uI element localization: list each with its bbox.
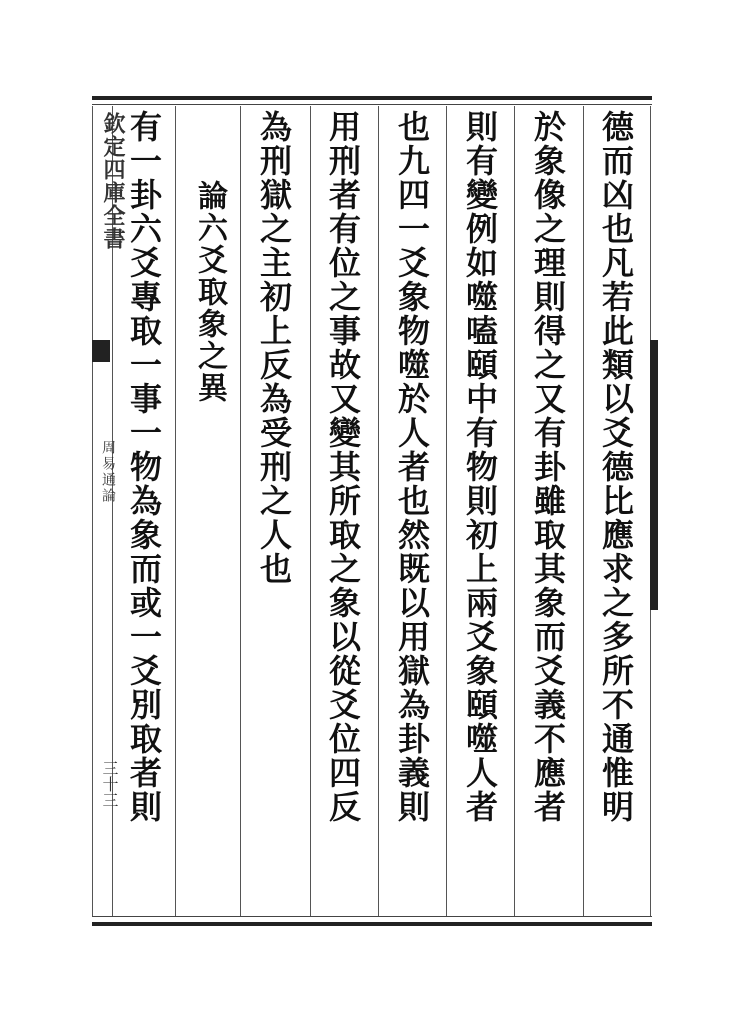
top-inner-rule (92, 104, 652, 105)
text-column-6: 為刑獄之主初上反為受刑之人也 (255, 110, 293, 586)
text-column-1: 德而凶也凡若此類以爻德比應求之多所不通惟明 (597, 110, 635, 824)
page-edge-bar (650, 340, 658, 610)
column-divider (175, 106, 176, 916)
column-divider (514, 106, 515, 916)
text-column-2: 於象像之理則得之又有卦雖取其象而爻義不應者 (529, 110, 567, 824)
column-divider (446, 106, 447, 916)
fish-tail-mark (92, 340, 110, 362)
column-divider (378, 106, 379, 916)
bottom-inner-rule (92, 916, 652, 917)
section-heading: 論六爻取象之異 (192, 180, 227, 404)
column-divider (240, 106, 241, 916)
margin-book-name: 周易通論 (100, 440, 116, 504)
column-divider (583, 106, 584, 916)
margin-page-number: 三十三 (100, 760, 119, 808)
bottom-border-rule (92, 922, 652, 926)
text-column-8: 有一卦六爻專取一事一物為象而或一爻別取者則 (125, 110, 163, 824)
text-column-4: 也九四一爻象物噬於人者也然既以用獄為卦義則 (393, 110, 431, 824)
text-column-5: 用刑者有位之事故又變其所取之象以從爻位四反 (324, 110, 362, 824)
column-divider (310, 106, 311, 916)
column-divider (92, 106, 93, 916)
margin-title: 欽定四庫全書 (100, 112, 126, 250)
text-column-3: 則有變例如噬嗑頤中有物則初上兩爻象頤噬人者 (461, 110, 499, 824)
top-border-rule (92, 96, 652, 100)
